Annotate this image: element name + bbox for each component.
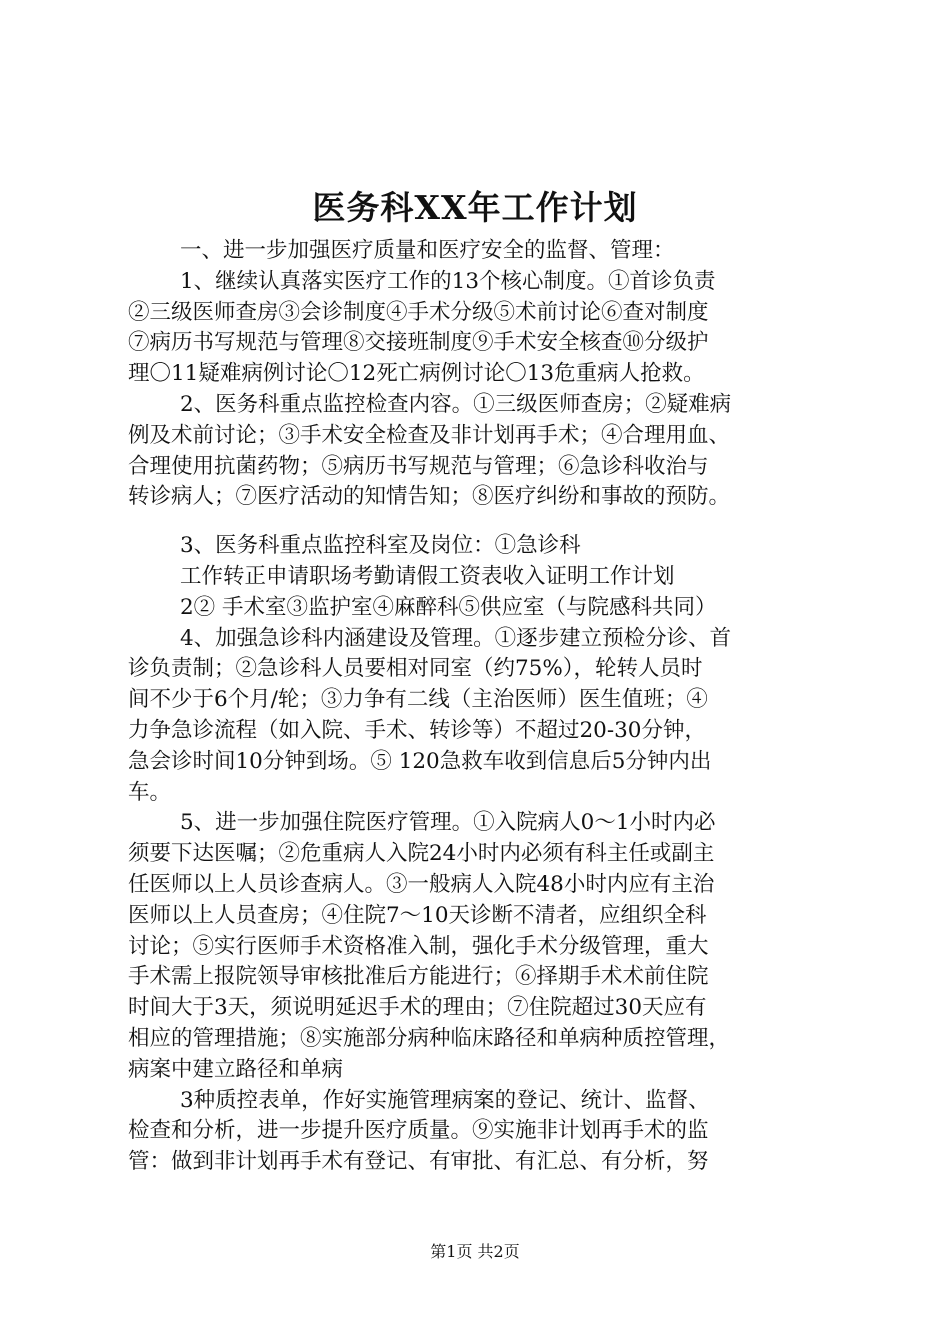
paragraph-line: 5、进一步加强住院医疗管理。①入院病人0～1小时内必 — [180, 810, 716, 836]
paragraph-line: 医师以上人员查房；④住院7～10天诊断不清者，应组织全科 — [128, 902, 707, 928]
paragraph-line: 3种质控表单，作好实施管理病案的登记、统计、监督、 — [180, 1087, 710, 1113]
paragraph-line: 病案中建立路径和单病 — [128, 1056, 344, 1082]
paragraph-line: ②三级医师查房③会诊制度④手术分级⑤术前讨论⑥查对制度 — [128, 299, 709, 325]
paragraph-line: 检查和分析，进一步提升医疗质量。⑨实施非计划再手术的监 — [128, 1118, 709, 1144]
paragraph-gap — [128, 513, 838, 531]
paragraph-line: 力争急诊流程（如入院、手术、转诊等）不超过20-30分钟， — [128, 717, 706, 743]
paragraph-line: ⑦病历书写规范与管理⑧交接班制度⑨手术安全核查⑩分级护 — [128, 330, 709, 356]
paragraph-line: 诊负责制；②急诊科人员要相对同室（约75%），轮转人员时 — [128, 656, 703, 682]
document-title: 医务科XX年工作计划 — [312, 188, 638, 227]
paragraph-line: 车。 — [128, 779, 172, 805]
paragraph-line: 转诊病人；⑦医疗活动的知情告知；⑧医疗纠纷和事故的预防。 — [128, 484, 731, 510]
paragraph-line: 4、加强急诊科内涵建设及管理。①逐步建立预检分诊、首 — [180, 625, 732, 651]
inserted-text-line: 工作转正申请职场考勤请假工资表收入证明工作计划 — [180, 563, 675, 589]
paragraph-line: 相应的管理措施；⑧实施部分病种临床路径和单病种质控管理， — [128, 1025, 731, 1051]
page-footer: 第1页 共2页 — [430, 1242, 520, 1261]
paragraph-line: 任医师以上人员诊查病人。③一般病人入院48小时内应有主治 — [128, 871, 715, 897]
paragraph-line: 管：做到非计划再手术有登记、有审批、有汇总、有分析，努 — [128, 1149, 709, 1175]
paragraph-line: 3、医务科重点监控科室及岗位：①急诊科 — [180, 533, 581, 559]
paragraph-line: 须要下达医嘱；②危重病人入院24小时内必须有科主任或副主 — [128, 841, 715, 867]
paragraph-line: 讨论；⑤实行医师手术资格准入制，强化手术分级管理，重大 — [128, 933, 709, 959]
paragraph-line: 急会诊时间10分钟到场。⑤ 120急救车收到信息后5分钟内出 — [128, 748, 712, 774]
paragraph-line: 间不少于6个月/轮；③力争有二线（主治医师）医生值班；④ — [128, 687, 708, 713]
paragraph-line: 1、继续认真落实医疗工作的13个核心制度。①首诊负责 — [180, 268, 716, 294]
paragraph-line: 合理使用抗菌药物；⑤病历书写规范与管理；⑥急诊科收治与 — [128, 453, 709, 479]
paragraph-line: 2② 手术室③监护室④麻醉科⑤供应室（与院感科共同） — [180, 594, 717, 620]
paragraph-line: 手术需上报院领导审核批准后方能进行；⑥择期手术术前住院 — [128, 964, 709, 990]
section-heading: 一、进一步加强医疗质量和医疗安全的监督、管理： — [180, 238, 675, 263]
document-body — [128, 236, 838, 1178]
paragraph-line: 理〇11疑难病例讨论〇12死亡病例讨论〇13危重病人抢救。 — [128, 361, 705, 387]
paragraph-line: 2、医务科重点监控检查内容。①三级医师查房；②疑难病 — [180, 391, 732, 417]
paragraph-line: 例及术前讨论；③手术安全检查及非计划再手术；④合理用血、 — [128, 422, 731, 448]
paragraph-line: 时间大于3天，须说明延迟手术的理由；⑦住院超过30天应有 — [128, 995, 707, 1021]
